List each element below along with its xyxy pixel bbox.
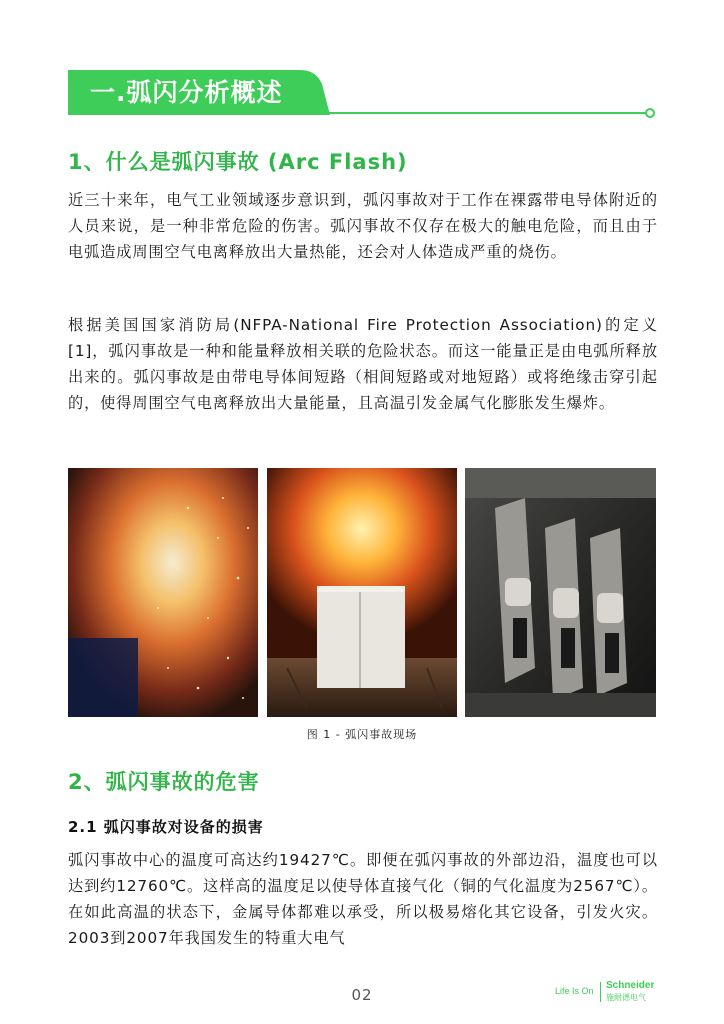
paragraph-temperature: 弧闪事故中心的温度可高达约19427℃。即便在弧闪事故的外部边沿，温度也可以达到约12760℃。这样高的温度足以使导体直接气化（铜的气化温度为2567℃）。在如此高温的状态下，金属导体都难以承受，所以极易熔化其它设备，引发火灾。2003到2007年我国发生的特重大电气 [68, 851, 658, 947]
section-title: 一.弧闪分析概述 [90, 78, 283, 107]
heading-what-is-arc-flash: 1、什么是弧闪事故 (Arc Flash) [68, 150, 408, 174]
figure-caption: 图 1 - 弧闪事故现场 [306, 728, 418, 741]
brand-logo [555, 980, 665, 1004]
photo-arc-flash-sparks [68, 468, 258, 717]
heading-hazards: 2、弧闪事故的危害 [68, 770, 260, 794]
figure-photos [68, 468, 656, 717]
banner-underline [320, 112, 648, 114]
brand-name: Schneider [606, 980, 655, 991]
paragraph-intro: 近三十来年，电气工业领域逐步意识到，弧闪事故对于工作在裸露带电导体附近的人员来说，是一种非常危险的伤害。弧闪事故不仅存在极大的触电危险，而且由于电弧造成周围空气电离释放出大量热能，还会对人体造成严重的烧伤。 [68, 191, 658, 261]
section-banner [68, 70, 330, 115]
page-number: 02 [351, 986, 373, 1004]
slogan: Life Is On [555, 986, 594, 996]
banner-end-dot [645, 108, 655, 118]
brand-name-cn: 施耐德电气 [606, 993, 646, 1002]
photo-damaged-equipment [465, 468, 656, 717]
subheading-equipment-damage: 2.1 弧闪事故对设备的损害 [68, 818, 264, 836]
paragraph-nfpa-definition: 根据美国国家消防局(NFPA-National Fire Protection Association)的定义[1]，弧闪事故是一种和能量释放相关联的危险状态。而这一能量正是由电弧所释放出来的。弧闪事故是由带电导体间短路（相间短路或对地短路）或将绝缘击穿引起的，使得周围空气电离释放出大量能量，且高温引发金属气化膨胀发生爆炸。 [68, 316, 658, 412]
photo-cabinet-explosion [267, 468, 457, 717]
brand-divider [600, 982, 601, 1002]
